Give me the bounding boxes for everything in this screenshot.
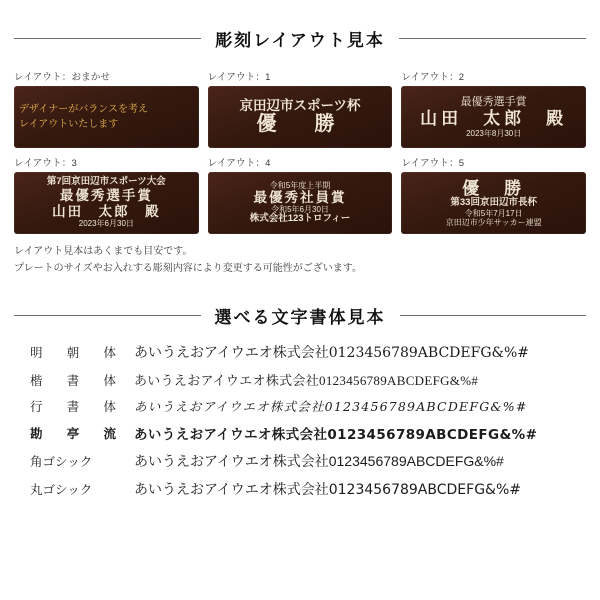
plate-line: レイアウトいたします (19, 119, 119, 130)
font-name-char: 朝 (66, 345, 80, 360)
plate-preview (401, 86, 586, 148)
plate-line: 2023年6月30日 (78, 219, 134, 229)
plate-label: レイアウト：5 (401, 158, 465, 169)
plate-line: 優 勝 (256, 113, 344, 136)
plate-label: レイアウト：4 (207, 158, 271, 169)
plate-label: レイアウト：1 (207, 72, 271, 83)
layout-section-heading (14, 26, 586, 51)
font-name-label (30, 452, 116, 470)
font-sample-row (14, 342, 586, 362)
heading-rule-left (14, 38, 201, 39)
font-sample-text: あいうえおアイウエオ株式会社0123456789ABCDEFG&%# (134, 427, 538, 443)
heading-rule-left (14, 315, 201, 316)
font-name-char: 角ゴシック (30, 455, 93, 469)
layout-notes (14, 243, 586, 277)
layout-sample-cell (401, 69, 586, 148)
plate-line: 第7回京田辺市スポーツ大会 (46, 176, 166, 188)
font-name-char: 丸ゴシック (30, 483, 93, 497)
plate-preview (14, 86, 199, 148)
plate-line: 令和5年7月17日 (464, 209, 523, 219)
plate-preview (14, 172, 199, 234)
plate-line: 京田辺市スポーツ杯 (239, 97, 361, 113)
font-sample-text: あいうえおアイウエオ株式会社0123456789ABCDEFG&%# (134, 345, 530, 361)
font-name-char: 楷 (30, 373, 43, 388)
plate-line: 令和5年6月30日 (271, 205, 329, 215)
plate-line: 最優秀選手賞 (460, 96, 527, 109)
plate-line: デザイナーがバランスを考え (19, 104, 148, 115)
layout-sample-cell (14, 155, 199, 234)
heading-rule-right (400, 315, 587, 316)
layout-sample-cell (208, 155, 393, 234)
font-sample-text: あいうえおアイウエオ株式会社0123456789ABCDEFG&%# (134, 453, 504, 469)
font-name-char: 勘 (30, 426, 43, 441)
font-sample-row (14, 479, 586, 499)
font-sample-text: あいうえおアイウエオ株式会社0123456789ABCDEFG&%# (134, 373, 479, 388)
plate-line: 京田辺市少年サッカー連盟 (445, 218, 542, 228)
plate-label: レイアウト：おまかせ (14, 72, 111, 83)
plate-line: 令和5年度上半期 (269, 180, 331, 190)
font-name-char: 流 (103, 426, 116, 441)
font-section-heading (14, 303, 586, 328)
font-name-label (30, 343, 116, 361)
plate-line: 山田 太郎 殿 (52, 203, 161, 219)
font-section-title: 選べる文字書体見本 (214, 308, 386, 327)
font-sample-text: あいうえおアイウエオ株式会社0123456789ABCDEFG&%# (134, 482, 521, 498)
font-name-char: 書 (66, 373, 80, 388)
heading-rule-right (399, 38, 586, 39)
font-name-label (30, 424, 116, 442)
font-name-char: 行 (30, 399, 43, 414)
font-sample-row (14, 370, 586, 389)
font-name-char: 体 (103, 399, 116, 414)
plate-line: 株式会社123トロフィー (249, 213, 351, 225)
layout-sample-cell (401, 155, 586, 234)
font-sample-row (14, 423, 586, 443)
font-name-char: 書 (66, 399, 80, 414)
layout-sample-grid (14, 69, 586, 234)
layout-section-title: 彫刻レイアウト見本 (215, 31, 385, 50)
font-name-label (30, 397, 116, 415)
plate-preview (401, 172, 586, 234)
plate-line: 山田 太郎 殿 (420, 108, 568, 128)
font-name-label (30, 480, 116, 498)
plate-line: 最優秀選手賞 (59, 188, 153, 204)
font-name-char: 亭 (66, 426, 80, 441)
font-sample-row (14, 451, 586, 471)
plate-line: 第33回京田辺市長杯 (450, 197, 537, 209)
plate-preview (208, 172, 393, 234)
plate-label: レイアウト：3 (14, 158, 77, 169)
layout-sample-cell (14, 69, 199, 148)
font-sample-table (14, 342, 586, 499)
font-sample-row (14, 397, 586, 415)
font-sample-text: あいうえおアイウエオ株式会社0123456789ABCDEFG&%# (134, 399, 528, 414)
font-name-label (30, 371, 116, 389)
plate-line: 最優秀社員賞 (253, 189, 347, 205)
layout-sample-cell (208, 69, 393, 148)
plate-preview (208, 86, 393, 148)
font-name-char: 体 (103, 345, 116, 360)
font-name-char: 明 (30, 345, 43, 360)
font-name-char: 体 (103, 373, 116, 388)
plate-label: レイアウト：2 (401, 72, 465, 83)
layout-note-line: レイアウト見本はあくまでも目安です。 (14, 246, 193, 257)
layout-note-line: プレートのサイズやお入れする彫刻内容により変更する可能性がございます。 (14, 263, 362, 274)
plate-line: 2023年8月30日 (466, 128, 522, 138)
plate-line: 優 勝 (462, 178, 526, 198)
